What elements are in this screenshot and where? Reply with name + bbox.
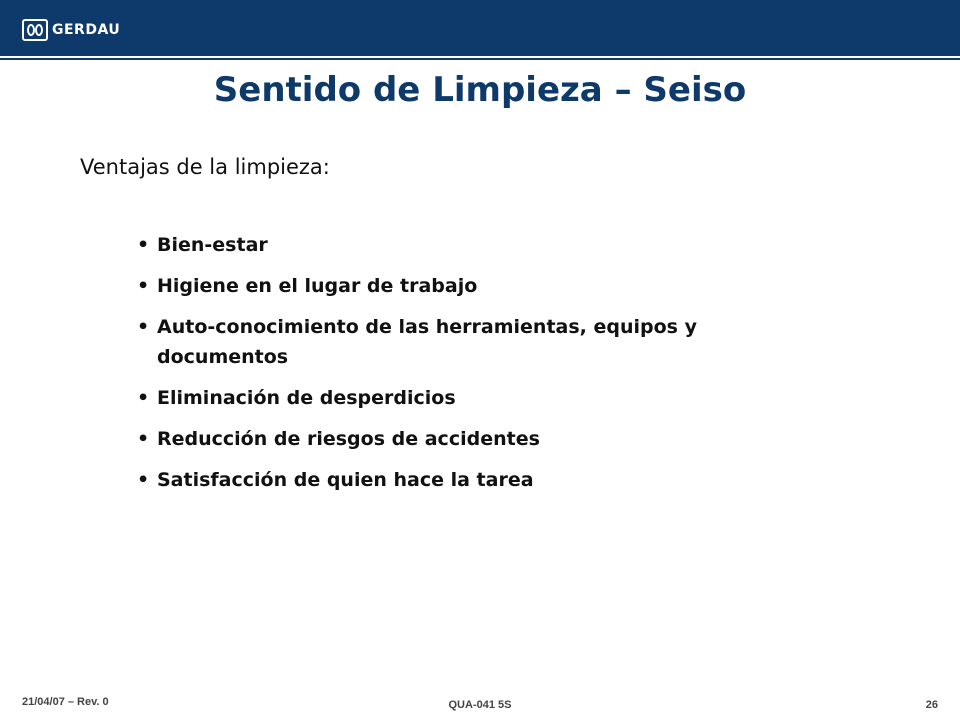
bullet-text: Reducción de riesgos de accidentes bbox=[157, 428, 540, 450]
slide-title: Sentido de Limpieza – Seiso bbox=[213, 70, 747, 110]
bullet-item bbox=[133, 271, 833, 301]
bullet-icon: • bbox=[137, 428, 150, 450]
bullet-text: Auto-conocimiento de las herramientas, equipos y documentos bbox=[157, 316, 697, 368]
bullet-item bbox=[133, 383, 833, 413]
bullet-text: Bien-estar bbox=[157, 234, 268, 256]
bullet-text: Higiene en el lugar de trabajo bbox=[157, 275, 478, 297]
bullet-icon: • bbox=[137, 469, 150, 491]
bullet-text: Satisfacción de quien hace la tarea bbox=[157, 469, 534, 491]
gerdau-logo-icon bbox=[22, 19, 48, 41]
bullet-icon: • bbox=[137, 234, 150, 256]
bullet-item bbox=[133, 465, 833, 495]
bullet-item bbox=[133, 312, 833, 372]
footer-doc-code: QUA-041 5S bbox=[448, 699, 512, 711]
bullet-item bbox=[133, 230, 833, 260]
bullet-item bbox=[133, 424, 833, 454]
bullet-list bbox=[133, 230, 833, 506]
header-divider bbox=[0, 58, 960, 60]
gerdau-logo bbox=[22, 18, 120, 42]
footer-date-rev: 21/04/07 – Rev. 0 bbox=[22, 696, 109, 708]
logo-text: GERDAU bbox=[52, 22, 121, 38]
header-bar bbox=[0, 0, 960, 56]
footer-page-number: 26 bbox=[925, 699, 938, 711]
slide-subtitle: Ventajas de la limpieza: bbox=[80, 155, 330, 179]
bullet-icon: • bbox=[137, 316, 150, 338]
bullet-icon: • bbox=[137, 387, 150, 409]
bullet-icon: • bbox=[137, 275, 150, 297]
bullet-text: Eliminación de desperdicios bbox=[157, 387, 456, 409]
